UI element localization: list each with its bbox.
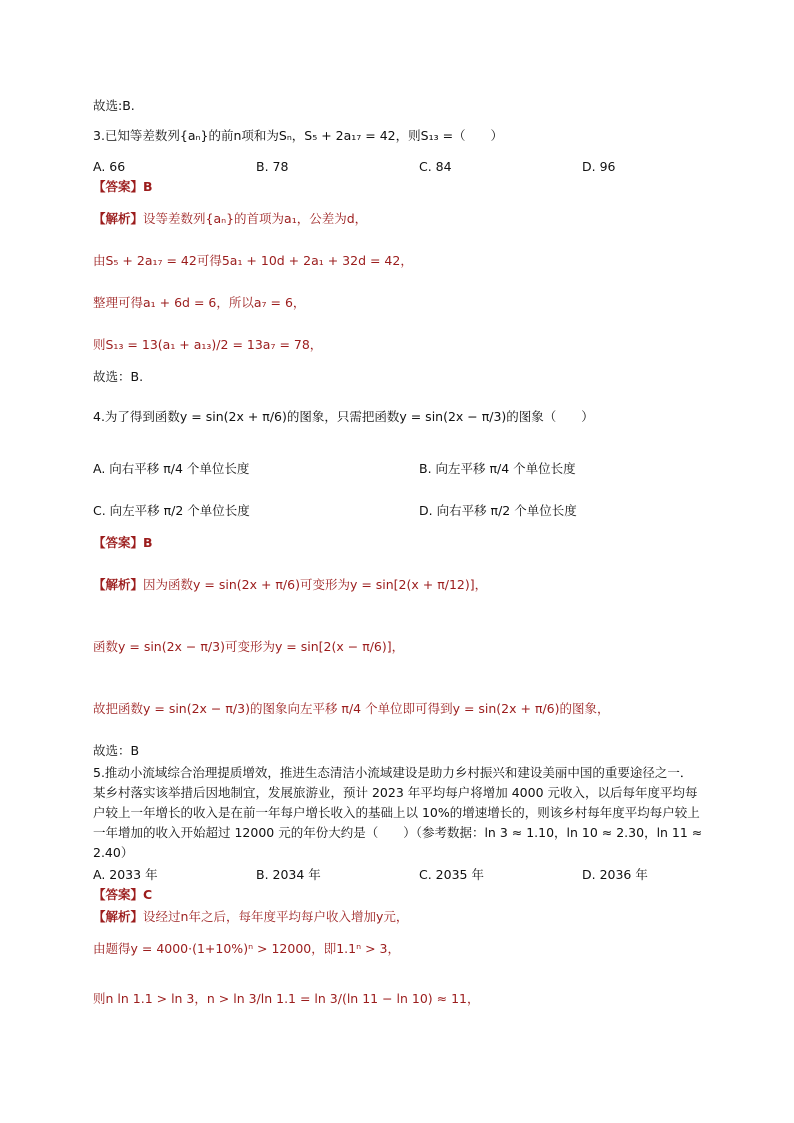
analysis-tag: 【解析】 [93, 577, 144, 592]
q4-answer-line [93, 534, 153, 552]
q4-option-a: A. 向右平移 π/4 个单位长度 [93, 461, 250, 476]
analysis-text: 设等差数列{aₙ}的首项为a₁，公差为d， [143, 211, 368, 226]
q3-option-a: A. 66 [93, 159, 126, 174]
q5-option-c: C. 2035 年 [419, 867, 484, 882]
q4-option-d: D. 向右平移 π/2 个单位长度 [419, 503, 577, 518]
q4-analysis-2: 函数y = sin(2x − π/3)可变形为y = sin[2(x − π/6)]， [93, 639, 405, 654]
answer-value: C [143, 887, 153, 902]
q3-stem: 3.已知等差数列{aₙ}的前n项和为Sₙ，S₅ + 2a₁₇ = 42，则S₁₃ =（ ） [93, 128, 504, 143]
analysis-tag: 【解析】 [93, 211, 144, 226]
analysis-tag: 【解析】 [93, 909, 144, 924]
q3-analysis-2: 由S₅ + 2a₁₇ = 42可得5a₁ + 10d + 2a₁ + 32d = 42， [93, 253, 413, 268]
answer-value: B [143, 179, 153, 194]
q3-analysis-4: 则S₁₃ = 13(a₁ + a₁₃)/2 = 13a₇ = 78， [93, 337, 323, 352]
q5-analysis-1 [93, 908, 408, 926]
prev-select-text: 故选:B. [93, 98, 135, 113]
q5-option-d: D. 2036 年 [582, 867, 648, 882]
q5-stem: 5.推动小流域综合治理提质增效，推进生态清洁小流域建设是助力乡村振兴和建设美丽中国的重要途径之一．某乡村落实该举措后因地制宜，发展旅游业，预计 2023 年平均每户将增加 4000 元收入，以后每年度平均每户较上一年增长的收入是在前一年每户增长收入的基础上以 10%的增速增长的，则该乡村每年度平均每户较上一年增加的收入开始超过 12000 元的年份大约是（ ）（参考数据：ln 3 ≈ 1.10，ln 10 ≈ 2.30，ln 11 ≈ 2.40） [93, 765, 703, 860]
answer-tag: 【答案】 [93, 179, 144, 194]
q3-analysis-1 [93, 210, 367, 228]
q3-answer-line [93, 178, 153, 196]
q5-analysis-3: 则n ln 1.1 > ln 3，n > ln 3/ln 1.1 = ln 3/(ln 11 − ln 10) ≈ 11， [93, 991, 480, 1006]
analysis-text: 因为函数y = sin(2x + π/6)可变形为y = sin[2(x + π/12)]， [143, 577, 488, 592]
q4-analysis-3: 故把函数y = sin(2x − π/3)的图象向左平移 π/4 个单位即可得到y = sin(2x + π/6)的图象， [93, 701, 610, 716]
q4-option-b: B. 向左平移 π/4 个单位长度 [419, 461, 576, 476]
q4-analysis-1 [93, 576, 487, 594]
q4-stem: 4.为了得到函数y = sin(2x + π/6)的图象，只需把函数y = sin(2x − π/3)的图象（ ） [93, 409, 594, 424]
q5-option-b: B. 2034 年 [256, 867, 321, 882]
answer-tag: 【答案】 [93, 887, 144, 902]
q5-analysis-2: 由题得y = 4000·(1+10%)ⁿ > 12000，即1.1ⁿ > 3， [93, 941, 400, 956]
q3-option-b: B. 78 [256, 159, 289, 174]
q3-option-c: C. 84 [419, 159, 452, 174]
q3-option-d: D. 96 [582, 159, 616, 174]
q5-option-a: A. 2033 年 [93, 867, 158, 882]
q4-select-text: 故选：B [93, 743, 140, 758]
q4-option-c: C. 向左平移 π/2 个单位长度 [93, 503, 250, 518]
answer-tag: 【答案】 [93, 535, 144, 550]
q5-answer-line [93, 886, 152, 904]
analysis-text: 设经过n年之后，每年度平均每户收入增加y元， [143, 909, 409, 924]
q3-analysis-3: 整理可得a₁ + 6d = 6，所以a₇ = 6， [93, 295, 306, 310]
answer-value: B [143, 535, 153, 550]
q3-select-text: 故选：B. [93, 369, 144, 384]
